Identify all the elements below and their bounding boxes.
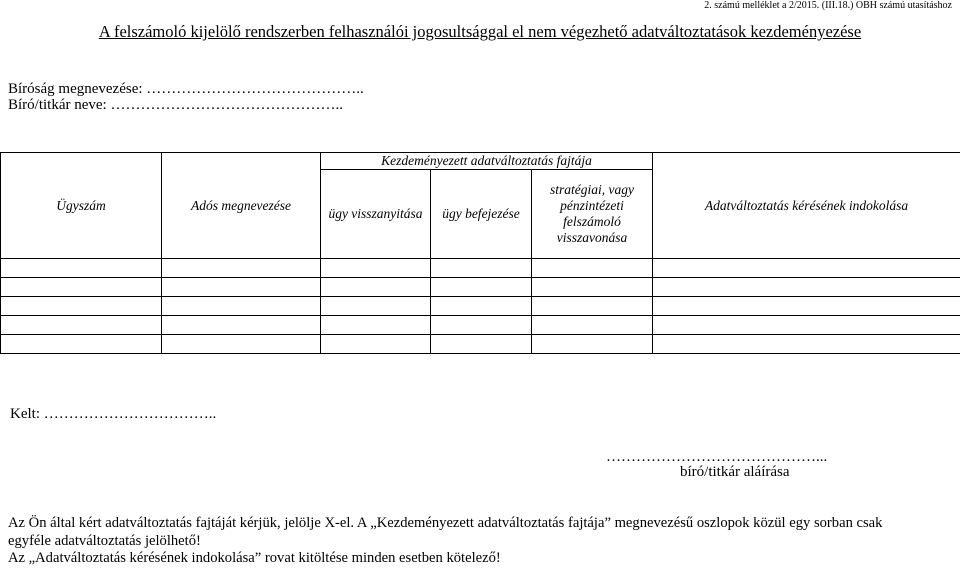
- instruction-line: Az Ön által kért adatváltoztatás fajtáját kérjük, jelölje X-el. A „Kezdeményezett adatváltoztatás fajtája” megnevezésű oszlopok közül egy sorban csak: [8, 515, 958, 533]
- cell-reopen[interactable]: [321, 316, 431, 335]
- cell-reopen[interactable]: [321, 335, 431, 354]
- signature-line[interactable]: ……………………………………...: [606, 449, 827, 466]
- table-row: [1, 297, 960, 316]
- cell-case-number[interactable]: [1, 297, 162, 316]
- header-liquidator-withdraw: stratégiai, vagy pénzintézeti felszámoló visszavonása: [532, 170, 653, 259]
- cell-justification[interactable]: [653, 278, 960, 297]
- page-title-text: A felszámoló kijelölő rendszerben felhasználói jogosultsággal el nem végezhető adatváltoztatások kezdeményezése: [99, 22, 861, 41]
- cell-close[interactable]: [431, 335, 532, 354]
- cell-reopen[interactable]: [321, 278, 431, 297]
- table-row: [1, 259, 960, 278]
- cell-justification[interactable]: [653, 335, 960, 354]
- cell-case-number[interactable]: [1, 335, 162, 354]
- cell-debtor-name[interactable]: [162, 259, 321, 278]
- instruction-line: Az „Adatváltoztatás kérésének indokolása” rovat kitöltése minden esetben kötelező!: [8, 550, 958, 568]
- cell-justification[interactable]: [653, 316, 960, 335]
- cell-justification[interactable]: [653, 259, 960, 278]
- instruction-line: egyféle adatváltoztatás jelölhető!: [8, 533, 958, 551]
- header-case-close: ügy befejezése: [431, 170, 532, 259]
- cell-close[interactable]: [431, 316, 532, 335]
- cell-reopen[interactable]: [321, 259, 431, 278]
- cell-debtor-name[interactable]: [162, 335, 321, 354]
- header-case-number: Ügyszám: [1, 153, 162, 259]
- table-row: [1, 316, 960, 335]
- header-justification: Adatváltoztatás kérésének indokolása: [653, 153, 960, 259]
- date-line[interactable]: Kelt: ……………………………..: [10, 406, 216, 423]
- table-row: [1, 278, 960, 297]
- court-name-field[interactable]: Bíróság megnevezése: ……………………………………..: [8, 81, 364, 98]
- judge-name-field[interactable]: Bíró/titkár neve: ………………………………………..: [8, 97, 343, 114]
- cell-withdraw[interactable]: [532, 335, 653, 354]
- cell-withdraw[interactable]: [532, 278, 653, 297]
- cell-close[interactable]: [431, 278, 532, 297]
- signature-label: bíró/titkár aláírása: [680, 464, 790, 481]
- cell-case-number[interactable]: [1, 316, 162, 335]
- header-debtor-name: Adós megnevezése: [162, 153, 321, 259]
- data-change-table: [0, 152, 960, 354]
- page-title: [0, 22, 960, 42]
- cell-withdraw[interactable]: [532, 316, 653, 335]
- table-row: [1, 335, 960, 354]
- cell-withdraw[interactable]: [532, 259, 653, 278]
- cell-withdraw[interactable]: [532, 297, 653, 316]
- header-change-type-group: Kezdeményezett adatváltoztatás fajtája: [321, 153, 653, 170]
- cell-debtor-name[interactable]: [162, 316, 321, 335]
- cell-reopen[interactable]: [321, 297, 431, 316]
- cell-debtor-name[interactable]: [162, 278, 321, 297]
- cell-case-number[interactable]: [1, 259, 162, 278]
- cell-justification[interactable]: [653, 297, 960, 316]
- cell-close[interactable]: [431, 297, 532, 316]
- cell-case-number[interactable]: [1, 278, 162, 297]
- annex-note: 2. számú melléklet a 2/2015. (III.18.) OBH számú utasításhoz: [704, 0, 952, 11]
- cell-debtor-name[interactable]: [162, 297, 321, 316]
- cell-close[interactable]: [431, 259, 532, 278]
- instructions: [8, 515, 958, 568]
- header-case-reopen: ügy visszanyitása: [321, 170, 431, 259]
